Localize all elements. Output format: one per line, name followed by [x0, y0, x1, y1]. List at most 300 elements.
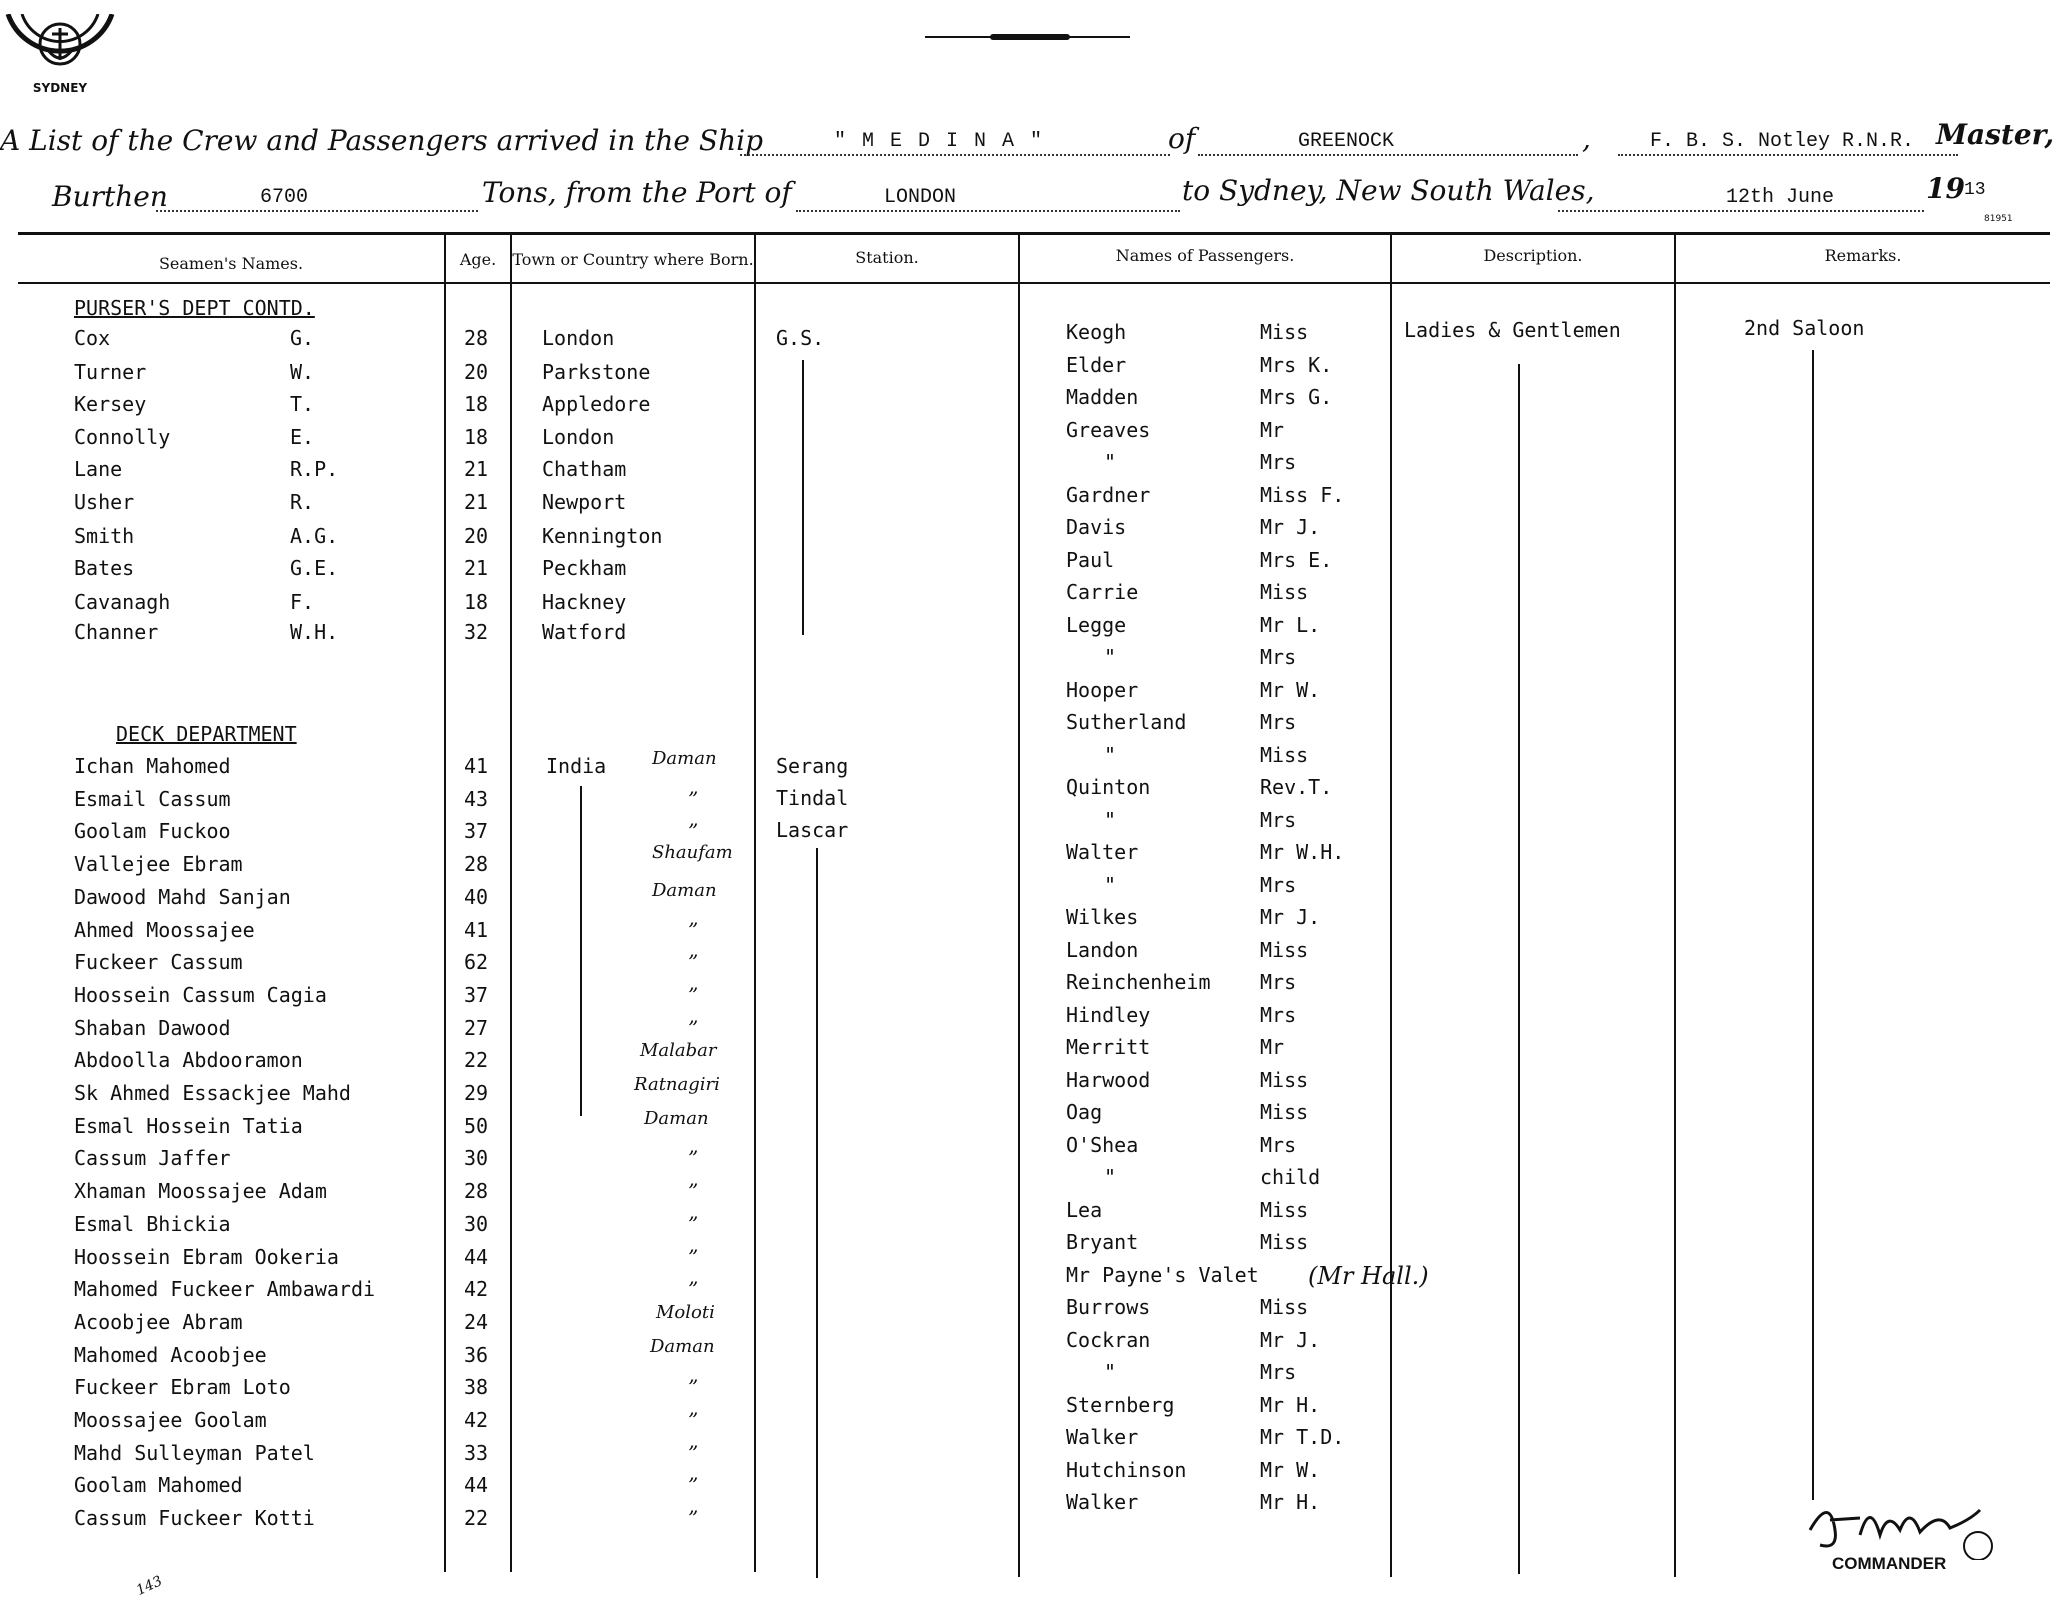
- from-port-field: [796, 184, 1180, 212]
- of-label: of: [1168, 122, 1196, 155]
- passenger-name: Reinchenheim: [1066, 970, 1211, 994]
- crew-name: Mahd Sulleyman Patel: [74, 1441, 315, 1465]
- year-suffix: 13: [1964, 180, 1986, 200]
- crew-name: Dawood Mahd Sanjan: [74, 885, 291, 909]
- crew-initials: G.E.: [290, 556, 339, 580]
- crew-age: 20: [464, 360, 489, 384]
- ship-name-field: [740, 128, 1170, 156]
- crew-row: [0, 360, 760, 390]
- crew-row: [0, 457, 760, 487]
- passenger-row: [1020, 613, 1390, 643]
- crew-name: Cassum Fuckeer Kotti: [74, 1506, 315, 1530]
- passenger-title: Mrs: [1260, 1003, 1297, 1027]
- handwritten-place-7: Moloti: [656, 1302, 715, 1323]
- crew-name: Vallejee Ebram: [74, 852, 243, 876]
- handwritten-place-1: Daman: [652, 748, 717, 769]
- passenger-title: Mr J.: [1260, 515, 1321, 539]
- crew-birthplace: Kennington: [542, 524, 663, 548]
- passenger-title: Mr J.: [1260, 1328, 1321, 1352]
- passenger-title: Mrs G.: [1260, 385, 1333, 409]
- passenger-row: [1020, 1393, 1390, 1423]
- crew-birthplace: Peckham: [542, 556, 627, 580]
- crew-age: 24: [464, 1310, 489, 1334]
- passenger-title: Miss: [1260, 1295, 1309, 1319]
- description-text: Ladies & Gentlemen: [1404, 318, 1621, 342]
- passenger-title: Mrs: [1260, 1360, 1297, 1384]
- col-header-description: Description.: [1483, 246, 1583, 265]
- passenger-row: [1020, 645, 1390, 675]
- passenger-row: [1020, 743, 1390, 773]
- passenger-title: Mrs: [1260, 450, 1297, 474]
- crew-age: 29: [464, 1081, 489, 1105]
- crew-age: 18: [464, 425, 489, 449]
- passenger-title: Miss: [1260, 1068, 1309, 1092]
- ditto-mark: ”: [688, 950, 699, 974]
- passenger-title: Mrs: [1260, 808, 1297, 832]
- official-stamp: [0, 14, 120, 114]
- passenger-row: [1020, 840, 1390, 870]
- passenger-name: Landon: [1066, 938, 1139, 962]
- crew-row: [0, 1506, 520, 1536]
- master-name: F. B. S. Notley R.N.R.: [1650, 130, 1915, 153]
- ditto-line-station-deck: [816, 848, 818, 1578]
- col-header-remarks: Remarks.: [1824, 246, 1902, 265]
- deck-station-serang: Serang: [776, 754, 849, 778]
- crew-birthplace: Hackney: [542, 590, 627, 614]
- ditto-mark: ”: [688, 1506, 699, 1530]
- crew-age: 27: [464, 1016, 489, 1040]
- crew-row: [0, 326, 760, 356]
- handwritten-place-4: Malabar: [640, 1040, 717, 1061]
- crew-age: 33: [464, 1441, 489, 1465]
- passenger-title: Mr J.: [1260, 905, 1321, 929]
- crew-age: 22: [464, 1048, 489, 1072]
- master-field: [1618, 128, 1958, 156]
- crew-initials: F.: [290, 590, 315, 614]
- crew-initials: W.: [290, 360, 315, 384]
- crew-row: [0, 1408, 520, 1438]
- crew-age: 62: [464, 950, 489, 974]
- passenger-name: O'Shea: [1066, 1133, 1139, 1157]
- crew-age: 44: [464, 1245, 489, 1269]
- crew-surname: Smith: [74, 524, 135, 548]
- passenger-title: Miss: [1260, 1100, 1309, 1124]
- crew-age: 36: [464, 1343, 489, 1367]
- crew-row: [0, 819, 520, 849]
- passenger-row: [1020, 320, 1390, 350]
- passenger-title: Mr: [1260, 1035, 1285, 1059]
- crew-surname: Cox: [74, 326, 111, 350]
- passenger-name: ": [1104, 1165, 1117, 1189]
- passenger-row: [1020, 970, 1390, 1000]
- crew-age: 21: [464, 556, 489, 580]
- col-divider-description: [1390, 232, 1392, 1577]
- remarks-text: 2nd Saloon: [1744, 316, 1865, 340]
- crew-initials: G.: [290, 326, 315, 350]
- crew-name: Goolam Fuckoo: [74, 819, 231, 843]
- passenger-title: Miss: [1260, 1198, 1309, 1222]
- ship-name: " M E D I N A ": [834, 130, 1045, 153]
- crew-birthplace: Watford: [542, 620, 627, 644]
- crew-surname: Cavanagh: [74, 590, 171, 614]
- purser-station: G.S.: [776, 326, 825, 350]
- crew-row: [0, 620, 760, 650]
- ditto-mark: ”: [688, 1441, 699, 1465]
- deck-station-tindal: Tindal: [776, 786, 849, 810]
- to-sydney-label: to Sydney, New South Wales,: [1182, 174, 1595, 207]
- crew-age: 28: [464, 852, 489, 876]
- crew-age: 28: [464, 326, 489, 350]
- passenger-title: Mr T.D.: [1260, 1425, 1345, 1449]
- passenger-row: [1020, 418, 1390, 448]
- passenger-name: Walker: [1066, 1425, 1139, 1449]
- passenger-name: Paul: [1066, 548, 1115, 572]
- crew-row: [0, 950, 520, 980]
- crew-initials: T.: [290, 392, 315, 416]
- commander-signature: [1800, 1490, 2000, 1560]
- passenger-name: Oag: [1066, 1100, 1103, 1124]
- passenger-name: Walter: [1066, 840, 1139, 864]
- crew-row: [0, 754, 520, 784]
- passenger-title: Mrs K.: [1260, 353, 1333, 377]
- passenger-name: Wilkes: [1066, 905, 1139, 929]
- table-header-rule: [18, 282, 2050, 284]
- crew-row: [0, 1277, 520, 1307]
- crew-birthplace: Parkstone: [542, 360, 651, 384]
- passenger-row: [1020, 548, 1390, 578]
- ditto-mark: ”: [688, 1016, 699, 1040]
- crew-name: Esmail Cassum: [74, 787, 231, 811]
- crew-row: [0, 1016, 520, 1046]
- crew-age: 37: [464, 983, 489, 1007]
- passenger-row: [1020, 1360, 1390, 1390]
- passenger-name: ": [1104, 450, 1117, 474]
- passenger-name: Walker: [1066, 1490, 1139, 1514]
- crew-name: Acoobjee Abram: [74, 1310, 243, 1334]
- passenger-row: [1020, 710, 1390, 740]
- passenger-title: Mrs: [1260, 710, 1297, 734]
- crew-age: 42: [464, 1277, 489, 1301]
- crew-row: [0, 590, 760, 620]
- passenger-row: [1020, 1425, 1390, 1455]
- crew-row: [0, 1310, 520, 1340]
- crew-row: [0, 983, 520, 1013]
- passenger-title: Mr H.: [1260, 1490, 1321, 1514]
- crew-row: [0, 1114, 520, 1144]
- passenger-name: ": [1104, 743, 1117, 767]
- passenger-row: [1020, 775, 1390, 805]
- passenger-row: [1020, 483, 1390, 513]
- handwritten-place-6: Daman: [644, 1108, 709, 1129]
- crew-age: 30: [464, 1212, 489, 1236]
- ditto-line-station-purser: [802, 360, 804, 635]
- col-divider-remarks: [1674, 232, 1676, 1577]
- passenger-row: [1020, 1100, 1390, 1130]
- crew-age: 18: [464, 392, 489, 416]
- passenger-name: Hooper: [1066, 678, 1139, 702]
- crew-row: [0, 1473, 520, 1503]
- passenger-row: [1020, 450, 1390, 480]
- passenger-title: Mrs E.: [1260, 548, 1333, 572]
- arrival-date: 12th June: [1726, 186, 1835, 209]
- passenger-title: Mr W.: [1260, 1458, 1321, 1482]
- section-purser: PURSER'S DEPT CONTD.: [74, 296, 315, 320]
- crew-initials: R.P.: [290, 457, 339, 481]
- passenger-row: [1020, 1133, 1390, 1163]
- crew-name: Xhaman Moossajee Adam: [74, 1179, 327, 1203]
- crew-birthplace: London: [542, 425, 615, 449]
- crew-name: Cassum Jaffer: [74, 1146, 231, 1170]
- table-top-rule: [18, 232, 2050, 235]
- crew-row: [0, 490, 760, 520]
- passenger-row: [1020, 1458, 1390, 1488]
- crew-name: Fuckeer Cassum: [74, 950, 243, 974]
- passenger-name: Merritt: [1066, 1035, 1151, 1059]
- ditto-mark: ”: [688, 1212, 699, 1236]
- ditto-mark: ”: [688, 1408, 699, 1432]
- crew-row: [0, 1343, 520, 1373]
- passenger-title: Miss: [1260, 1230, 1309, 1254]
- ditto-mark: ”: [688, 1277, 699, 1301]
- crew-name: Mahomed Fuckeer Ambawardi: [74, 1277, 376, 1301]
- ditto-line-description: [1518, 364, 1520, 1574]
- passenger-title: child: [1260, 1165, 1321, 1189]
- crew-age: 50: [464, 1114, 489, 1138]
- passenger-title: Miss F.: [1260, 483, 1345, 507]
- crew-surname: Channer: [74, 620, 159, 644]
- crew-initials: R.: [290, 490, 315, 514]
- page-number: 143: [133, 1573, 165, 1599]
- deck-born-country: India: [546, 754, 607, 778]
- crew-name: Shaban Dawood: [74, 1016, 231, 1040]
- passenger-row: [1020, 1295, 1390, 1325]
- crew-age: 37: [464, 819, 489, 843]
- passenger-name: ": [1104, 645, 1117, 669]
- passenger-title: Mrs: [1260, 970, 1297, 994]
- crew-surname: Lane: [74, 457, 123, 481]
- passenger-title: Rev.T.: [1260, 775, 1333, 799]
- crew-surname: Usher: [74, 490, 135, 514]
- passenger-row: [1020, 515, 1390, 545]
- crew-row: [0, 556, 760, 586]
- crew-row: [0, 1146, 520, 1176]
- passenger-row: [1020, 1230, 1390, 1260]
- crew-birthplace: Newport: [542, 490, 627, 514]
- crew-age: 32: [464, 620, 489, 644]
- passenger-title: Mr W.: [1260, 678, 1321, 702]
- passenger-name: Mr Payne's Valet: [1066, 1263, 1259, 1287]
- crew-row: [0, 1441, 520, 1471]
- passenger-row: [1020, 1165, 1390, 1195]
- form-number: 81951: [1984, 214, 2013, 224]
- crew-age: 38: [464, 1375, 489, 1399]
- crew-name: Esmal Bhickia: [74, 1212, 231, 1236]
- crew-surname: Connolly: [74, 425, 171, 449]
- passenger-title: Mr L.: [1260, 613, 1321, 637]
- crew-age: 43: [464, 787, 489, 811]
- port-registry-field: [1198, 128, 1578, 156]
- section-deck: DECK DEPARTMENT: [116, 722, 297, 746]
- crew-name: Goolam Mahomed: [74, 1473, 243, 1497]
- crew-age: 20: [464, 524, 489, 548]
- passenger-row: [1020, 1068, 1390, 1098]
- passenger-row: [1020, 808, 1390, 838]
- ditto-mark: ”: [688, 1245, 699, 1269]
- crew-row: [0, 918, 520, 948]
- passenger-name: Sternberg: [1066, 1393, 1175, 1417]
- crew-name: Ahmed Moossajee: [74, 918, 255, 942]
- col-header-passengers: Names of Passengers.: [1115, 246, 1295, 265]
- crew-age: 21: [464, 490, 489, 514]
- crew-name: Hoossein Ebram Ookeria: [74, 1245, 339, 1269]
- passenger-row: [1020, 1328, 1390, 1358]
- passenger-name: Carrie: [1066, 580, 1139, 604]
- crew-age: 41: [464, 918, 489, 942]
- ditto-mark: ”: [688, 1375, 699, 1399]
- handwritten-place-2: Shaufam: [652, 842, 733, 863]
- passenger-row: [1020, 1198, 1390, 1228]
- passenger-name: Burrows: [1066, 1295, 1151, 1319]
- passenger-title: Miss: [1260, 743, 1309, 767]
- handwritten-place-8: Daman: [650, 1336, 715, 1357]
- passenger-name: Lea: [1066, 1198, 1103, 1222]
- crew-age: 30: [464, 1146, 489, 1170]
- passenger-title: Mr: [1260, 418, 1285, 442]
- crew-name: Moossajee Goolam: [74, 1408, 267, 1432]
- crew-birthplace: Appledore: [542, 392, 651, 416]
- passenger-title: Mrs: [1260, 1133, 1297, 1157]
- passenger-name: Harwood: [1066, 1068, 1151, 1092]
- handwritten-place-5: Ratnagiri: [634, 1074, 720, 1095]
- crew-age: 28: [464, 1179, 489, 1203]
- year-prefix: 19: [1926, 172, 1965, 205]
- passenger-title: Miss: [1260, 938, 1309, 962]
- passenger-name: ": [1104, 1360, 1117, 1384]
- crew-row: [0, 885, 520, 915]
- ditto-mark: ”: [688, 787, 699, 811]
- crew-row: [0, 1179, 520, 1209]
- col-header-town: Town or Country where Born.: [512, 250, 754, 269]
- passenger-name: Hindley: [1066, 1003, 1151, 1027]
- crew-age: 41: [464, 754, 489, 778]
- handwritten-place-3: Daman: [652, 880, 717, 901]
- tonnage: 6700: [260, 186, 309, 209]
- ditto-mark: ”: [688, 1179, 699, 1203]
- crew-row: [0, 1375, 520, 1405]
- crew-birthplace: Chatham: [542, 457, 627, 481]
- passenger-name: Davis: [1066, 515, 1127, 539]
- crew-row: [0, 1212, 520, 1242]
- col-header-seamen: Seamen's Names.: [158, 254, 304, 273]
- crew-age: 44: [464, 1473, 489, 1497]
- passenger-name: Hutchinson: [1066, 1458, 1187, 1482]
- ditto-mark: ”: [688, 819, 699, 843]
- crew-row: [0, 392, 760, 422]
- passenger-row: [1020, 873, 1390, 903]
- top-rule-dash: [990, 34, 1070, 40]
- deck-station-lascar: Lascar: [776, 818, 849, 842]
- passenger-title: Miss: [1260, 580, 1309, 604]
- crew-name: Ichan Mahomed: [74, 754, 231, 778]
- burthen-label: Burthen: [52, 180, 168, 213]
- passenger-title: Miss: [1260, 320, 1309, 344]
- passenger-row: [1020, 385, 1390, 415]
- crew-row: [0, 1048, 520, 1078]
- ditto-mark: ”: [688, 918, 699, 942]
- crew-birthplace: London: [542, 326, 615, 350]
- crew-initials: A.G.: [290, 524, 339, 548]
- passenger-name: Sutherland: [1066, 710, 1187, 734]
- crew-age: 21: [464, 457, 489, 481]
- ditto-line-born-deck: [580, 786, 582, 1116]
- valet-handwritten: (Mr Hall.): [1308, 1262, 1429, 1290]
- crew-name: Hoossein Cassum Cagia: [74, 983, 327, 1007]
- passenger-name: Quinton: [1066, 775, 1151, 799]
- passenger-title: Mr H.: [1260, 1393, 1321, 1417]
- crew-age: 18: [464, 590, 489, 614]
- col-header-age: Age.: [459, 250, 497, 269]
- crew-surname: Bates: [74, 556, 135, 580]
- passenger-row: [1020, 678, 1390, 708]
- header-comma: ,: [1582, 122, 1591, 155]
- crew-surname: Kersey: [74, 392, 147, 416]
- passenger-row: [1020, 580, 1390, 610]
- crew-row: [0, 787, 520, 817]
- tons-from-port-label: Tons, from the Port of: [482, 176, 792, 209]
- crew-name: Sk Ahmed Essackjee Mahd: [74, 1081, 351, 1105]
- commander-label: COMMANDER: [1832, 1554, 1947, 1573]
- crew-row: [0, 1081, 520, 1111]
- date-field: [1558, 184, 1924, 212]
- crew-row: [0, 524, 760, 554]
- passenger-name: Greaves: [1066, 418, 1151, 442]
- crew-row: [0, 425, 760, 455]
- crew-name: Mahomed Acoobjee: [74, 1343, 267, 1367]
- col-header-station: Station.: [855, 248, 919, 267]
- passenger-row: [1020, 1035, 1390, 1065]
- header-line1-prefix: A List of the Crew and Passengers arrived in the Ship: [0, 124, 763, 157]
- crew-row: [0, 852, 520, 882]
- passenger-row: [1020, 353, 1390, 383]
- passenger-name: ": [1104, 873, 1117, 897]
- ditto-mark: ”: [688, 983, 699, 1007]
- svg-text:SYDNEY: SYDNEY: [32, 81, 88, 95]
- passenger-name: Madden: [1066, 385, 1139, 409]
- crew-surname: Turner: [74, 360, 147, 384]
- crew-age: 22: [464, 1506, 489, 1530]
- crew-name: Fuckeer Ebram Loto: [74, 1375, 291, 1399]
- ditto-mark: ”: [688, 1473, 699, 1497]
- passenger-row: [1020, 1003, 1390, 1033]
- passenger-name: Keogh: [1066, 320, 1127, 344]
- crew-age: 42: [464, 1408, 489, 1432]
- passenger-name: Gardner: [1066, 483, 1151, 507]
- crew-age: 40: [464, 885, 489, 909]
- passenger-name: Elder: [1066, 353, 1127, 377]
- passenger-title: Mrs: [1260, 645, 1297, 669]
- ditto-line-remarks: [1812, 350, 1814, 1500]
- crew-row: [0, 1245, 520, 1275]
- ditto-mark: ”: [688, 1146, 699, 1170]
- from-port: LONDON: [884, 186, 957, 209]
- crew-name: Esmal Hossein Tatia: [74, 1114, 303, 1138]
- port-of-registry: GREENOCK: [1298, 130, 1395, 153]
- passenger-row: [1020, 1490, 1390, 1520]
- passenger-name: ": [1104, 808, 1117, 832]
- passenger-title: Mrs: [1260, 873, 1297, 897]
- passenger-row: [1020, 938, 1390, 968]
- crew-initials: W.H.: [290, 620, 339, 644]
